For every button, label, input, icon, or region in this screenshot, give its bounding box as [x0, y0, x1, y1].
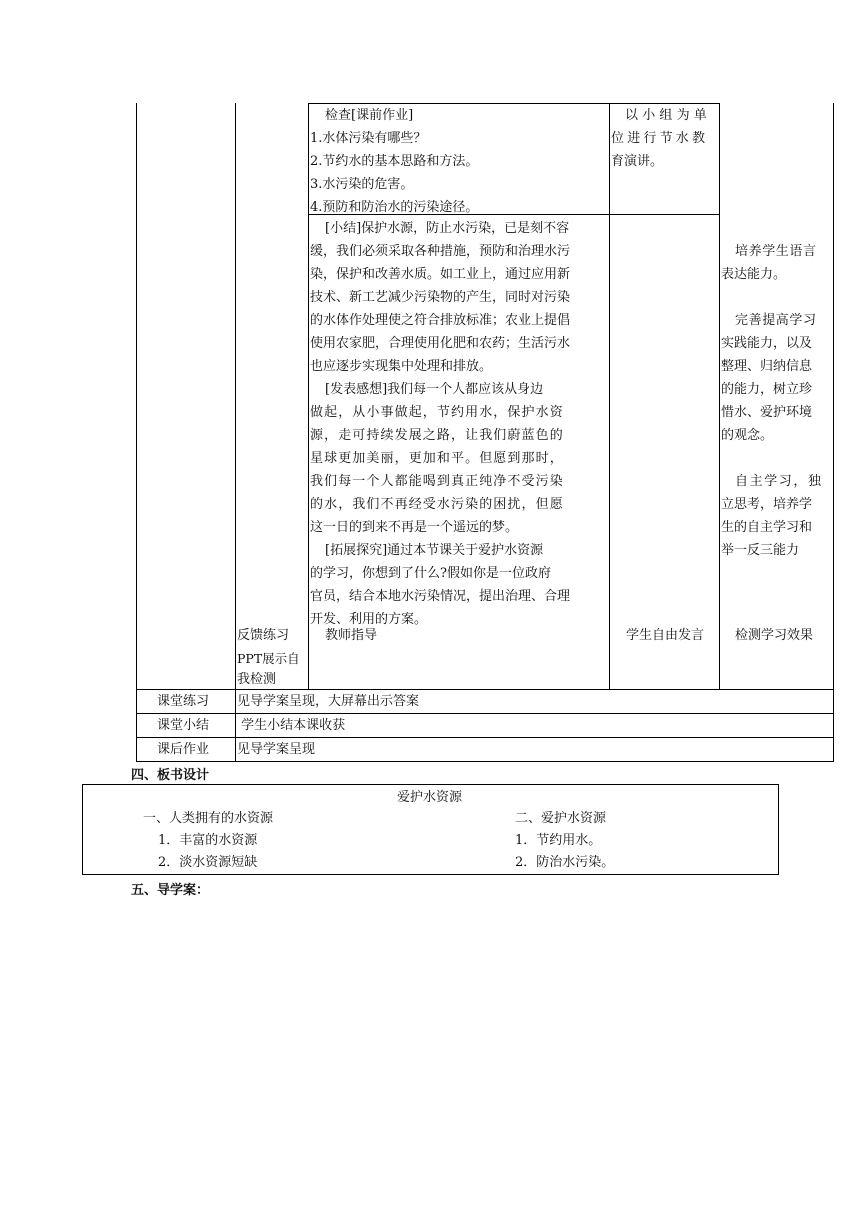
summary-line: [小结]保护水源，防止水污染，已是刻不容 — [325, 221, 570, 236]
board-left-item: 1．丰富的水资源 — [158, 833, 258, 848]
table-border — [235, 689, 236, 761]
row-content: 见导学案呈现，大屏幕出示答案 — [237, 694, 420, 709]
row-label: 课堂练习 — [157, 694, 210, 709]
summary-line: 开发、利用的方案。 — [310, 612, 428, 627]
board-right-item: 2．防治水污染。 — [515, 855, 615, 870]
summary-line: 的水，我们不再经受水污染的困扰，但愿 — [310, 497, 564, 512]
intent-line: 的能力，树立珍 — [721, 382, 813, 397]
intent-line: 完善提高学习 — [735, 313, 817, 328]
feedback-teacher: 教师指导 — [325, 628, 378, 643]
homework-check-line: 1.水体污染有哪些？ — [310, 131, 427, 146]
row-content: 见导学案呈现 — [237, 742, 316, 757]
feedback-intent: 检测学习效果 — [735, 628, 814, 643]
homework-check-line: 2.节约水的基本思路和方法。 — [310, 154, 479, 169]
intent-line: 举一反三能力 — [721, 543, 800, 558]
table-border — [609, 103, 610, 689]
table-border — [308, 103, 309, 689]
intent-line: 整理、归纳信息 — [721, 359, 813, 374]
section-heading-board-design: 四、板书设计 — [131, 768, 210, 783]
section-heading-study-guide: 五、导学案： — [131, 883, 210, 898]
summary-line: 我们每一个人都能喝到真正纯净不受污染 — [310, 474, 564, 489]
table-border — [833, 103, 834, 761]
board-right-heading: 二、爱护水资源 — [515, 811, 607, 826]
intent-line: 生的自主学习和 — [721, 520, 813, 535]
summary-line: [拓展探究]通过本节课关于爱护水资源 — [325, 543, 544, 558]
student-activity-line: 育演讲。 — [611, 154, 664, 169]
summary-line: 缓，我们必须采取各种措施，预防和治理水污 — [310, 244, 571, 259]
board-title: 爱护水资源 — [397, 790, 463, 805]
summary-line: 官员，结合本地水污染情况，提出治理、合理 — [310, 589, 571, 604]
intent-line: 表达能力。 — [721, 267, 787, 282]
summary-line: 源，走可持续发展之路，让我们蔚蓝色的 — [310, 428, 564, 443]
summary-line: [发表感想]我们每一个人都应该从身边 — [325, 382, 544, 397]
student-activity-line: 位进行节水教 — [611, 131, 709, 146]
row-label: 课后作业 — [157, 742, 210, 757]
homework-check-line: 检查[课前作业] — [325, 108, 414, 123]
table-border — [719, 103, 720, 689]
summary-line: 技术、新工艺减少污染物的产生，同时对污染 — [310, 290, 571, 305]
intent-line: 实践能力，以及 — [721, 336, 813, 351]
table-border — [235, 103, 236, 689]
intent-line: 的观念。 — [721, 428, 774, 443]
row-label: 课堂小结 — [157, 718, 210, 733]
table-border — [136, 103, 137, 761]
feedback-student: 学生自由发言 — [626, 628, 705, 643]
homework-check-line: 3.水污染的危害。 — [310, 177, 414, 192]
student-activity-line: 以小组为单 — [625, 108, 712, 123]
board-right-item: 1．节约用水。 — [515, 833, 602, 848]
summary-line: 做起，从小事做起，节约用水，保护水资 — [310, 405, 564, 420]
summary-line: 使用农家肥，合理使用化肥和农药；生活污水 — [310, 336, 571, 351]
feedback-link-line: 我检测 — [237, 672, 277, 687]
summary-line: 的学习，你想到了什么?假如你是一位政府 — [310, 566, 551, 581]
intent-line: 惜水、爱护环境 — [721, 405, 813, 420]
summary-line: 这一日的到来不再是一个遥远的梦。 — [310, 520, 519, 535]
feedback-link-line: PPT展示自 — [237, 651, 300, 666]
homework-check-line: 4.预防和防治水的污染途径。 — [310, 200, 479, 215]
table-border — [136, 761, 834, 762]
summary-line: 染，保护和改善水质。如工业上，通过应用新 — [310, 267, 571, 282]
intent-line: 培养学生语言 — [735, 244, 817, 259]
row-content: 学生小结本课收获 — [237, 718, 346, 733]
board-left-item: 2．淡水资源短缺 — [158, 855, 258, 870]
summary-line: 星球更加美丽，更加和平。但愿到那时， — [310, 451, 564, 466]
feedback-link-line: 反馈练习 — [237, 628, 290, 643]
intent-line: 自主学习，独 — [735, 474, 823, 489]
summary-line: 也应逐步实现集中处理和排放。 — [310, 359, 493, 374]
intent-line: 立思考，培养学 — [721, 497, 813, 512]
summary-line: 的水体作处理使之符合排放标准；农业上提倡 — [310, 313, 571, 328]
board-left-heading: 一、人类拥有的水资源 — [143, 811, 274, 826]
